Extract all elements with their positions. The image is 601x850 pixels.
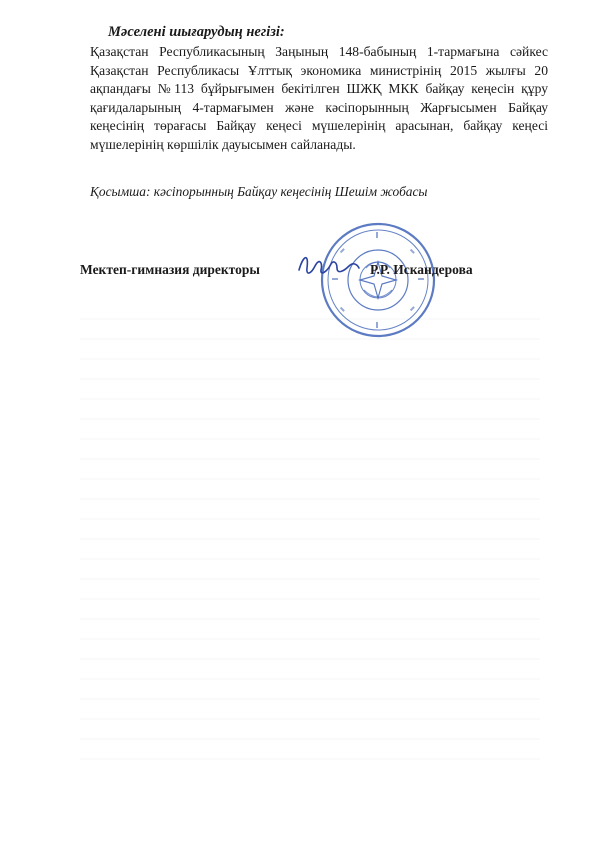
signatory-title: Мектеп-гимназия директоры (80, 262, 260, 277)
show-through-background (80, 300, 540, 760)
handwritten-signature (293, 246, 363, 286)
signatory-name: Р.Р. Искандерова (370, 262, 473, 277)
attachment-note: Қосымша: кәсіпорынның Байқау кеңесінің Шешім жобасы (90, 184, 428, 199)
body-paragraph: Қазақстан Республикасының Заңының 148-бабының 1-тармағына сәйкес Қазақстан Республикасы Ұлттық экономика министрінің 2015 жылғы 20 ақпандағы №113 бұйрығымен бекітілген ШЖҚ МКК байқау кеңесін құру қағидаларының 4-тармағымен және кәсіпорынның Жарғысымен Байқау кеңесінің төрағасы Байқау кеңесі мүшелерінің арасынан, байқау кеңесі мүшелерінің көршілік дауысымен сайланады. (90, 44, 548, 152)
section-heading: Мәселені шығарудың негізі: (108, 24, 285, 40)
